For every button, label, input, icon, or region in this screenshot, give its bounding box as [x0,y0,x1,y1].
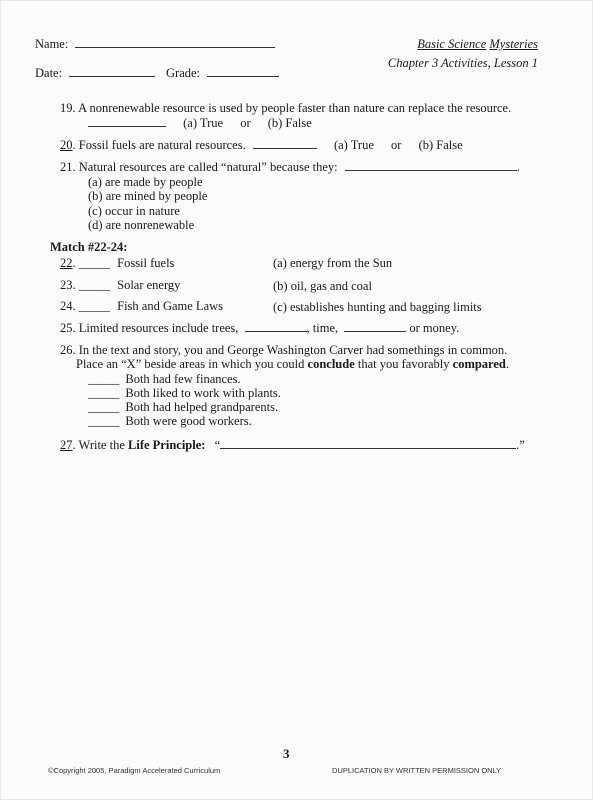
q21-choice-d: (d) are nonrenewable [88,218,195,232]
q19-answer-blank[interactable] [88,125,166,127]
q21-answer-blank[interactable] [345,169,517,171]
q26-item: _____ Both had few finances. [88,372,241,386]
match-heading: Match #22-24: [50,240,128,254]
name-label: Name: [35,37,69,51]
q21-choice-a: (a) are made by people [88,175,203,189]
match-item-22: 22. _____ Fossil fuels [60,256,175,270]
grade-field[interactable] [166,66,279,81]
date-blank[interactable] [69,75,155,77]
question-20: 20. Fossil fuels are natural resources. (a) True or (b) False [60,138,463,152]
q26-blank[interactable]: _____ [88,400,120,414]
grade-label: Grade: [166,66,201,80]
page-number: 3 [283,746,290,761]
match-answer-c: (c) establishes hunting and bagging limits [273,300,482,314]
question-25: 25. Limited resources include trees, , time, or money. [60,321,460,335]
q20-answer-blank[interactable] [253,147,317,149]
match-answer-a: (a) energy from the Sun [273,256,393,270]
name-blank[interactable] [75,46,275,48]
q26-blank[interactable]: _____ [88,414,120,428]
question-26: 26. In the text and story, you and George Washington Carver had somethings in common. [60,343,508,357]
match-24-blank[interactable]: _____ [78,299,110,313]
q25-blank-2[interactable] [344,330,406,332]
q21-choice-b: (b) are mined by people [88,189,208,203]
q26-blank[interactable]: _____ [88,386,120,400]
q26-item: _____ Both had helped grandparents. [88,400,279,414]
match-item-24: 24. _____ Fish and Game Laws [60,299,224,313]
grade-blank[interactable] [207,75,279,77]
question-21: 21. Natural resources are called “natural” because they: . [60,160,520,174]
q26-item: _____ Both were good workers. [88,414,252,428]
name-field[interactable] [35,37,275,52]
question-19: 19. A nonrenewable resource is used by people faster than nature can replace the resource. [60,101,512,115]
q25-blank-1[interactable] [245,330,307,332]
question-26-instruction: Place an “X” beside areas in which you could conclude that you favorably compared. [76,357,510,371]
question-27: 27. Write the Life Principle: “ .” [60,438,525,452]
copyright-notice: ©Copyright 2005, Paradigm Accelerated Curriculum [48,766,221,775]
life-principle-blank[interactable] [220,447,516,449]
match-answer-b: (b) oil, gas and coal [273,279,372,293]
q26-item: _____ Both liked to work with plants. [88,386,281,400]
match-22-blank[interactable]: _____ [78,256,110,270]
chapter-subtitle: Chapter 3 Activities, Lesson 1 [387,56,538,70]
date-field[interactable] [35,66,155,81]
date-label: Date: [35,66,63,80]
book-title: Basic Science Mysteries [417,37,538,51]
permission-notice: DUPLICATION BY WRITTEN PERMISSION ONLY [332,766,502,775]
match-23-blank[interactable]: _____ [78,278,110,292]
question-19-options: (a) True or (b) False [88,116,312,131]
q21-choice-c: (c) occur in nature [88,204,180,218]
match-item-23: 23. _____ Solar energy [60,278,181,292]
q26-blank[interactable]: _____ [88,372,120,386]
